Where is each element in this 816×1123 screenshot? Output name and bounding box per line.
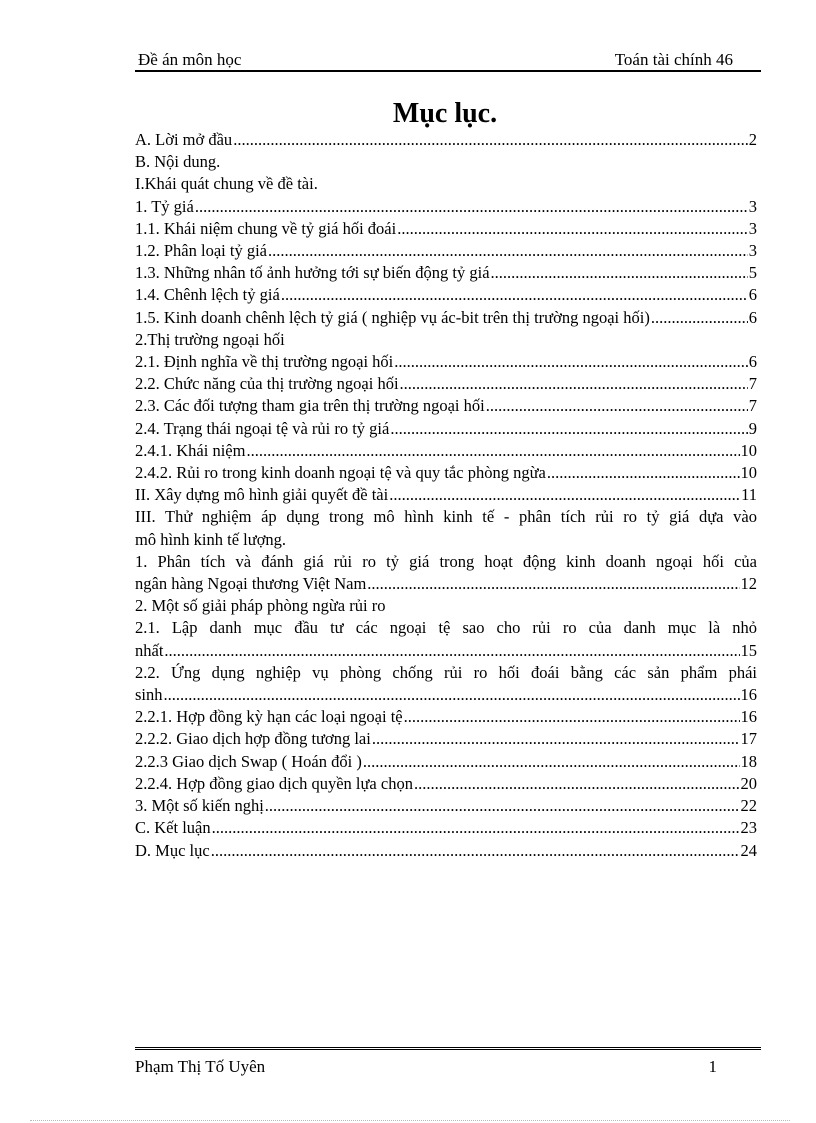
toc-leader-dots [400,373,748,395]
toc-heading-line: III. Thử nghiệm áp dụng trong mô hình kinh tế - phân tích rủi ro tỷ giá dựa vào [135,507,757,527]
toc-entry-label: 2.4.1. Khái niệm [135,440,246,460]
page-title: Mục lục. [392,98,498,129]
toc-leader-dots [397,218,748,240]
toc-leader-dots [547,462,740,484]
toc-entry [135,706,757,728]
toc-entry-page: 16 [740,685,757,705]
toc-entry-label: D. Mục lục [135,840,210,860]
toc-entry-page: 23 [740,818,757,838]
toc-entry-label: 2.2. Chức năng của thị trường ngoại hối [135,374,399,394]
toc-entry-label: 1.3. Những nhân tố ảnh hưởng tới sự biến động tỷ giá [135,263,490,283]
toc-leader-dots [390,418,747,440]
toc-leader-dots [363,751,740,773]
toc-entry-page: 11 [741,485,757,505]
toc-entry [135,196,757,218]
toc-entry-label: 2.2.3 Giao dịch Swap ( Hoán đổi ) [135,751,362,771]
toc-entry-page: 6 [748,285,757,305]
toc-entry-page: 7 [748,396,757,416]
toc-entry-page: 22 [740,796,757,816]
toc-heading-line: mô hình kinh tế lượng. [135,529,287,549]
toc-leader-dots [212,817,740,839]
toc-leader-dots [491,262,748,284]
toc-entry-label: 2.4.2. Rủi ro trong kinh doanh ngoại tệ và quy tắc phòng ngừa [135,463,546,483]
toc-leader-dots [265,795,740,817]
toc-entry-label: 2.2.2. Giao dịch hợp đồng tương lai [135,729,371,749]
toc-entry [135,773,757,795]
toc-entry-label: 2.2.4. Hợp đồng giao dịch quyền lựa chọn [135,773,413,793]
toc-entry [135,284,757,306]
toc-entry [135,218,757,240]
toc-entry [135,817,757,839]
toc-entry-label: C. Kết luận [135,818,211,838]
toc-leader-dots [233,129,748,151]
toc-entry-page: 12 [740,574,757,594]
footer-page-number: 1 [708,1057,717,1076]
toc-entry [135,240,757,262]
toc-entry-page: 3 [748,196,757,216]
page-bottom-edge [30,1120,790,1121]
toc-entry [135,640,757,662]
toc-entry-label: 1. Tỷ giá [135,196,194,216]
toc-entry-line: 2.1. Lập danh mục đầu tư các ngoại tệ sao cho rủi ro của danh mục là nhỏ [135,618,757,638]
toc-entry-label: sinh [135,685,163,705]
toc-entry-label: 2.2.1. Hợp đồng kỳ hạn các loại ngoại tệ [135,707,403,727]
toc-entry [135,684,757,706]
toc-leader-dots [281,284,748,306]
toc-leader-dots [651,307,748,329]
toc-entry-page: 6 [748,307,757,327]
toc-entry-label: A. Lời mở đầu [135,130,233,149]
toc-entry-page: 16 [740,707,757,727]
toc-entry [135,307,757,329]
toc-leader-dots [211,840,740,862]
toc-entry [135,418,757,440]
toc-leader-dots [394,351,747,373]
toc-entry [135,840,757,862]
toc-entry [135,795,757,817]
toc-entry-page: 17 [740,729,757,749]
toc-entry-page: 18 [740,751,757,771]
toc-leader-dots [404,706,740,728]
toc-entry [135,395,757,417]
toc-entry-label: ngân hàng Ngoại thương Việt Nam [135,574,367,594]
toc-entry-page: 3 [748,218,757,238]
toc-entry-label: 2.1. Định nghĩa về thị trường ngoại hối [135,352,394,372]
toc-entry [135,484,757,506]
page-header [135,50,761,72]
toc-entry [135,751,757,773]
toc-entry-label: II. Xây dựng mô hình giải quyết đề tài [135,485,389,505]
toc-entry-page: 10 [740,463,757,483]
toc-leader-dots [195,196,748,218]
toc-entry-label: 1.1. Khái niệm chung về tỷ giá hối đoái [135,218,397,238]
toc-leader-dots [367,573,739,595]
toc-heading: 2.Thị trường ngoại hối [135,329,285,349]
footer-author: Phạm Thị Tố Uyên [135,1057,266,1076]
toc-entry [135,440,757,462]
toc-entry-page: 10 [740,440,757,460]
toc-entry-label: 1.2. Phân loại tỷ giá [135,241,267,261]
toc-entry-label: 2.4. Trạng thái ngoại tệ và rủi ro tỷ giá [135,418,390,438]
toc-entry [135,573,757,595]
toc-entry-label: nhất [135,640,164,660]
toc-entry-label: 2.3. Các đối tượng tham gia trên thị trường ngoại hối [135,396,485,416]
toc-entry-page: 9 [748,418,757,438]
toc-leader-dots [246,440,739,462]
page-footer [135,1047,761,1080]
toc-leader-dots [486,395,748,417]
toc-heading: B. Nội dung. [135,152,221,172]
toc-heading: I.Khái quát chung về đề tài. [135,174,318,194]
table-of-contents [135,129,757,862]
toc-entry-label: 1.4. Chênh lệch tỷ giá [135,285,280,305]
toc-leader-dots [164,640,739,662]
toc-entry-page: 7 [748,374,757,394]
toc-entry-page: 24 [740,840,757,860]
toc-entry [135,373,757,395]
toc-leader-dots [164,684,740,706]
toc-entry [135,351,757,373]
toc-entry-page: 3 [748,241,757,261]
toc-entry-page: 20 [740,773,757,793]
toc-entry-page: 15 [740,640,757,660]
toc-entry-page: 6 [748,352,757,372]
toc-entry [135,262,757,284]
toc-leader-dots [414,773,740,795]
toc-entry-line: 2.2. Ứng dụng nghiệp vụ phòng chống rủi ro hối đoái bằng các sản phẩm phái [135,662,757,682]
toc-leader-dots [268,240,748,262]
header-class-name: Toán tài chính 46 [614,50,733,69]
toc-entry [135,462,757,484]
toc-entry-line: 1. Phân tích và đánh giá rủi ro tỷ giá trong hoạt động kinh doanh ngoại hối của [135,551,757,571]
toc-heading: 2. Một số giải pháp phòng ngừa rủi ro [135,596,386,616]
toc-entry [135,129,757,151]
toc-leader-dots [389,484,740,506]
toc-entry-label: 3. Một số kiến nghị [135,796,264,816]
toc-entry [135,728,757,750]
toc-leader-dots [372,728,740,750]
header-course-title: Đề án môn học [138,50,242,69]
toc-entry-page: 2 [748,130,757,149]
toc-entry-page: 5 [748,263,757,283]
toc-entry-label: 1.5. Kinh doanh chênh lệch tỷ giá ( nghiệp vụ ác-bit trên thị trường ngoại hối) [135,307,650,327]
